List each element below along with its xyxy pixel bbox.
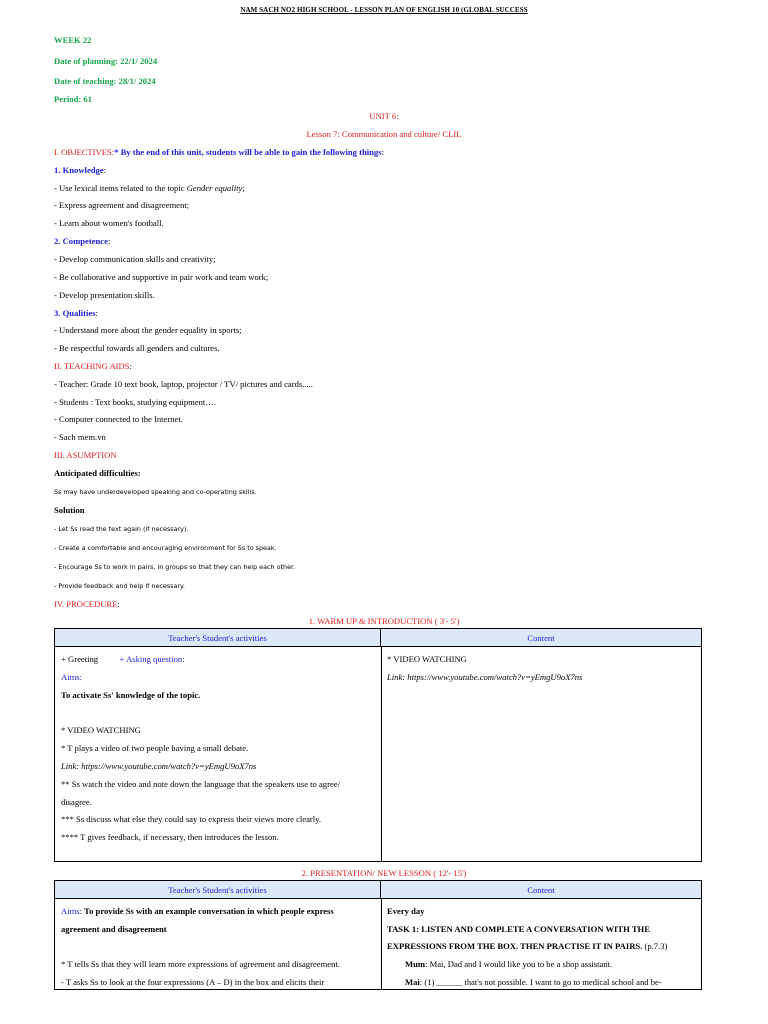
knowledge-heading-line: 1. Knowledge: [54, 165, 107, 175]
warmup-step: **** T gives feedback, if necessary, then introduces the lesson. [61, 832, 279, 842]
column-divider [381, 647, 382, 861]
warmup-video-title: * VIDEO WATCHING [61, 725, 141, 735]
conversation-line-mai: Mai: (1) ______ that's not possible. I want to go to medical school and be- [405, 977, 662, 987]
warmup-table [54, 628, 702, 862]
presentation-aims-text: agreement and disagreement [61, 924, 167, 934]
difficulties-line: Anticipated difficulties: [54, 468, 141, 478]
period-label: Period: 61 [54, 94, 92, 104]
date-of-teaching: Date of teaching: 28/1/ 2024 [54, 76, 156, 86]
document-header: NAM SACH NO2 HIGH SCHOOL - LESSON PLAN OF ENGLISH 10 (GLOBAL SUCCESS [240, 6, 528, 14]
presentation-table [54, 880, 702, 990]
column-divider [381, 899, 382, 989]
lesson-title: Lesson 7: Communication and culture/ CLIL [306, 129, 462, 139]
objectives-line [54, 147, 384, 158]
competence-item: - Be collaborative and supportive in pair work and team work; [54, 272, 269, 282]
teaching-aids-heading-line: II. TEACHING AIDS: [54, 361, 132, 371]
warmup-col-activities: Teacher's Student's activities [55, 629, 381, 647]
presentation-step: - T asks Ss to look at the four expressions (A – D) in the box and elicits their [61, 977, 325, 987]
qualities-heading-line: 3. Qualities: [54, 308, 98, 318]
presentation-task-title: TASK 1: LISTEN AND COMPLETE A CONVERSATION WITH THE [387, 924, 650, 934]
qualities-item: - Be respectful towards all genders and cultures. [54, 343, 220, 353]
solution-item: - Create a comfortable and encouraging environment for Ss to speak. [54, 544, 277, 552]
assumption-heading: III. ASUMPTION [54, 450, 117, 460]
qualities-heading: 3. Qualities [54, 308, 96, 318]
warmup-step: ** Ss watch the video and note down the language that the speakers use to agree/ [61, 779, 340, 789]
qualities-item: - Understand more about the gender equality in sports; [54, 325, 242, 335]
presentation-title: 2. PRESENTATION/ NEW LESSON ( 12'- 15') [301, 868, 467, 878]
difficulties-label: Anticipated difficulties [54, 468, 138, 478]
competence-heading: 2. Competence [54, 236, 108, 246]
knowledge-item: - Use lexical items related to the topic Gender equality; [54, 183, 245, 193]
teaching-aid-item: - Computer connected to the Internet. [54, 414, 183, 424]
difficulties-text: Ss may have underdeveloped speaking and co-operating skills. [54, 488, 257, 496]
competence-heading-line: 2. Competence: [54, 236, 111, 246]
warmup-step: disagree. [61, 797, 92, 807]
date-of-planning: Date of planning: 22/1/ 2024 [54, 56, 158, 66]
solution-item: - Let Ss read the text again (if necessary). [54, 525, 189, 533]
warmup-title: 1. WARM UP & INTRODUCTION ( 3'- 5') [308, 616, 460, 626]
warmup-step: *** Ss discuss what else they could say to express their views more clearly. [61, 814, 322, 824]
warmup-col-content: Content [381, 629, 701, 647]
warmup-content-link: Link: https://www.youtube.com/watch?v=yEmgU9oX7ns [387, 672, 583, 682]
objectives-colon: : [381, 147, 384, 157]
competence-item: - Develop communication skills and creativity; [54, 254, 216, 264]
procedure-heading-line: IV. PROCEDURE: [54, 599, 120, 609]
knowledge-heading: 1. Knowledge [54, 165, 104, 175]
teaching-aid-item: - Teacher: Grade 10 text book, laptop, projector / TV/ pictures and cards..... [54, 379, 313, 389]
solution-item: - Encourage Ss to work in pairs, in groups so that they can help each other. [54, 563, 296, 571]
objectives-intro: * By the end of this unit, students will be able to gain the following things [114, 147, 382, 157]
knowledge-item: - Express agreement and disagreement; [54, 200, 190, 210]
procedure-heading: IV. PROCEDURE [54, 599, 118, 609]
teaching-aid-item: - Students : Text books, studying equipment…. [54, 397, 217, 407]
warmup-greeting-line: + Greeting + Asking question: [61, 654, 185, 664]
presentation-task-title-cont: EXPRESSIONS FROM THE BOX. THEN PRACTISE IT IN PAIRS. (p.7.3) [387, 941, 668, 951]
objectives-heading: I. OBJECTIVES: [54, 147, 115, 157]
warmup-aims-text: To activate Ss' knowledge of the topic. [61, 690, 201, 700]
warmup-content-video: * VIDEO WATCHING [387, 654, 467, 664]
unit-title: UNIT 6: [369, 111, 399, 121]
presentation-step: * T tells Ss that they will learn more expressions of agreement and disagreement. [61, 959, 340, 969]
week-label: WEEK 22 [54, 35, 92, 45]
conversation-line-mum: Mum: Mai, Dad and I would like you to be a shop assistant. [405, 959, 613, 969]
teaching-aids-heading: II. TEACHING AIDS [54, 361, 130, 371]
knowledge-topic: Gender equality [186, 183, 243, 193]
knowledge-item: - Learn about women's football. [54, 218, 164, 228]
warmup-aims-label-line: Aims: [61, 672, 83, 682]
presentation-col-content: Content [381, 881, 701, 899]
presentation-aims-line: Aims: To provide Ss with an example conversation in which people express [61, 906, 334, 916]
teaching-aid-item: - Sach mem.vn [54, 432, 106, 442]
competence-item: - Develop presentation skills. [54, 290, 155, 300]
presentation-everyday: Every day [387, 906, 425, 916]
solution-item: - Provide feedback and help if necessary. [54, 582, 185, 590]
warmup-step: * T plays a video of two people having a small debate. [61, 743, 249, 753]
presentation-col-activities: Teacher's Student's activities [55, 881, 381, 899]
solution-label: Solution [54, 505, 85, 515]
warmup-link: Link: https://www.youtube.com/watch?v=yEmgU9oX7ns [61, 761, 257, 771]
